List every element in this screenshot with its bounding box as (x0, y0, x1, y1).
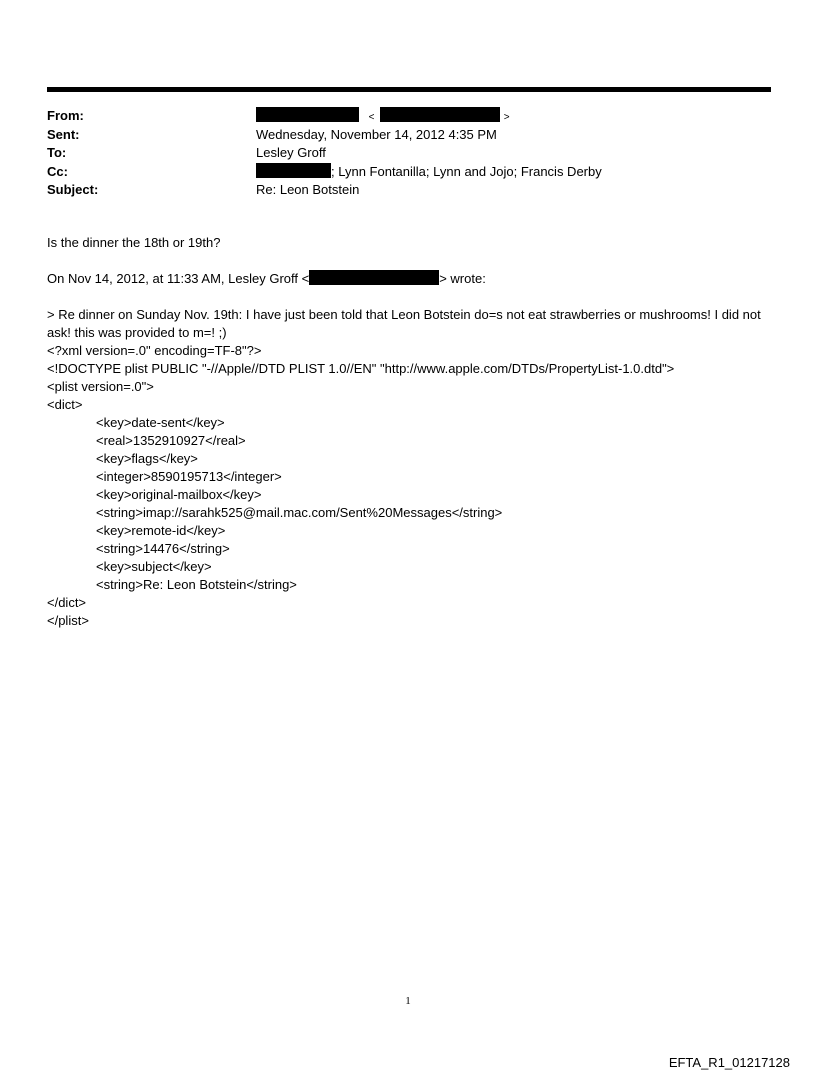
dict-item: <integer>8590195713</integer> (96, 469, 282, 484)
from-label: From: (47, 108, 84, 123)
sent-label: Sent: (47, 126, 80, 142)
from-lt: < (368, 112, 375, 123)
dict-item: <string>imap://sarahk525@mail.mac.com/Sent%20Messages</string> (96, 505, 503, 520)
redaction-box (256, 107, 359, 122)
to-label: To: (47, 145, 67, 160)
subject-label: Subject: (47, 182, 99, 197)
cc-recipients: ; Lynn Fontanilla; Lynn and Jojo; Francis Derby (331, 163, 602, 179)
page-number: 1 (405, 995, 411, 1007)
quote-intro (47, 270, 767, 288)
redaction-box (256, 163, 331, 178)
dict-item: <real>1352910927</real> (96, 433, 246, 448)
dict-item: <key>original-mailbox</key> (96, 487, 262, 502)
cc-value (256, 163, 602, 182)
dict-item: <key>subject</key> (96, 559, 212, 574)
plist-open: <plist version=.0"> (47, 379, 154, 394)
dict-close: </dict> (47, 595, 87, 610)
xml-declaration: <?xml version=.0" encoding=TF-8"?> (47, 343, 262, 358)
to-value: Lesley Groff (256, 145, 326, 160)
from-value (256, 107, 510, 128)
redaction-box (380, 107, 500, 122)
quoted-text: > Re dinner on Sunday Nov. 19th: I have just been told that Leon Botstein do=s not eat strawberries or mushrooms! I did not ask! this was provided to m=! ;) (47, 307, 761, 340)
quote-intro-post: > wrote: (439, 271, 486, 286)
from-row (47, 107, 771, 126)
redaction-box (309, 270, 439, 285)
plist-close: </plist> (47, 613, 89, 628)
subject-value: Re: Leon Botstein (256, 182, 360, 197)
to-row (47, 144, 771, 163)
sent-value: Wednesday, November 14, 2012 4:35 PM (256, 126, 497, 142)
doctype-line: <!DOCTYPE plist PUBLIC "-//Apple//DTD PLIST 1.0//EN" "http://www.apple.com/DTDs/PropertyList-1.0.dtd"> (47, 361, 675, 376)
dict-item: <key>date-sent</key> (96, 415, 225, 430)
subject-row (47, 181, 771, 200)
dict-item: <string>Re: Leon Botstein</string> (96, 577, 297, 592)
quote-intro-pre: On Nov 14, 2012, at 11:33 AM, Lesley Groff < (47, 271, 310, 286)
body-line: Is the dinner the 18th or 19th? (47, 235, 221, 250)
dict-open: <dict> (47, 397, 83, 412)
sent-row (47, 126, 771, 145)
email-header (47, 107, 771, 200)
header-rule (47, 87, 771, 92)
email-body (47, 234, 767, 630)
document-id: EFTA_R1_01217128 (668, 1055, 790, 1070)
cc-label: Cc: (47, 163, 68, 179)
cc-row (47, 163, 771, 182)
from-gt: > (503, 112, 510, 123)
dict-item: <key>flags</key> (96, 451, 198, 466)
dict-item: <string>14476</string> (96, 541, 230, 556)
dict-item: <key>remote-id</key> (96, 523, 226, 538)
